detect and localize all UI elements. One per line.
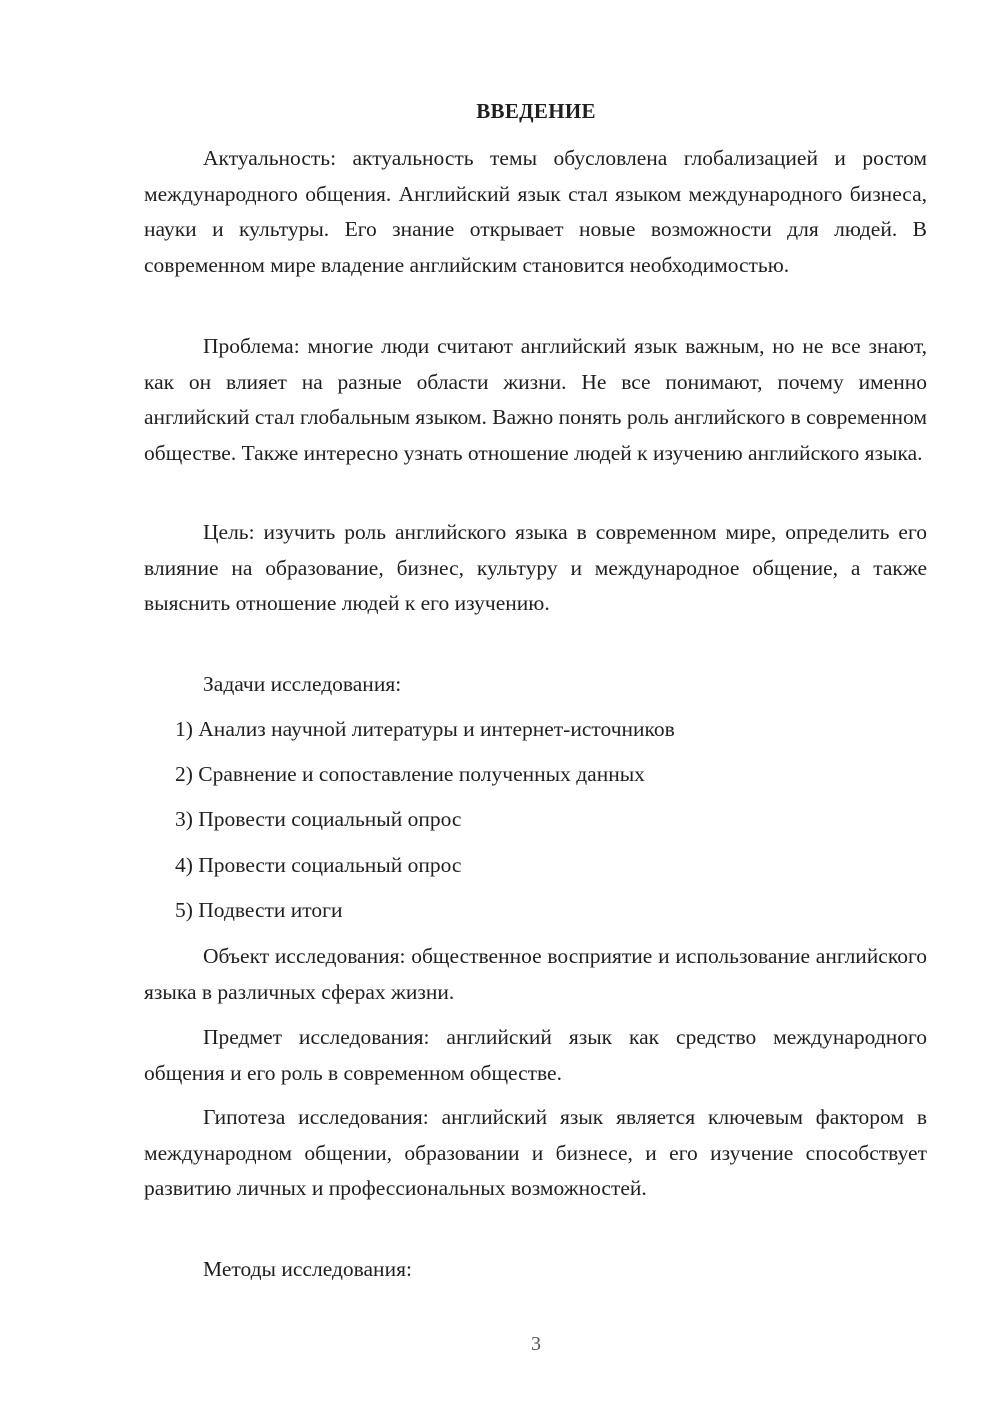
page-number: 3: [531, 1333, 541, 1355]
subject-paragraph: Предмет исследования: английский язык как средство международного общения и его роль в современном обществе.: [144, 1025, 927, 1085]
task-item-5: 5) Подвести итоги: [175, 898, 343, 922]
task-item-4: 4) Провести социальный опрос: [175, 853, 462, 877]
problem-paragraph: Проблема: многие люди считают английский язык важным, но не все знают, как он влияет на разные области жизни. Не все понимают, почему именно английский стал глобальным языком. Важно понять роль английского в современном обществе. Также интересно узнать отношение людей к изучению английского языка.: [144, 334, 927, 465]
tasks-heading: Задачи исследования:: [203, 672, 402, 696]
object-paragraph: Объект исследования: общественное восприятие и использование английского языка в различных сферах жизни.: [144, 944, 927, 1004]
task-item-2: 2) Сравнение и сопоставление полученных данных: [175, 762, 645, 786]
task-item-1: 1) Анализ научной литературы и интернет-источников: [175, 717, 675, 741]
hypothesis-paragraph: Гипотеза исследования: английский язык является ключевым фактором в международном общении, образовании и бизнесе, и его изучение способствует развитию личных и профессиональных возможностей.: [144, 1105, 927, 1200]
relevance-paragraph: Актуальность: актуальность темы обусловлена глобализацией и ростом международного общения. Английский язык стал языком международного бизнеса, науки и культуры. Его знание открывает новые возможности для людей. В современном мире владение английским становится необходимостью.: [144, 146, 927, 277]
page-title: ВВЕДЕНИЕ: [476, 99, 596, 123]
methods-heading: Методы исследования:: [203, 1257, 412, 1281]
goal-paragraph: Цель: изучить роль английского языка в современном мире, определить его влияние на образование, бизнес, культуру и международное общение, а также выяснить отношение людей к его изучению.: [144, 520, 927, 615]
task-item-3: 3) Провести социальный опрос: [175, 807, 462, 831]
